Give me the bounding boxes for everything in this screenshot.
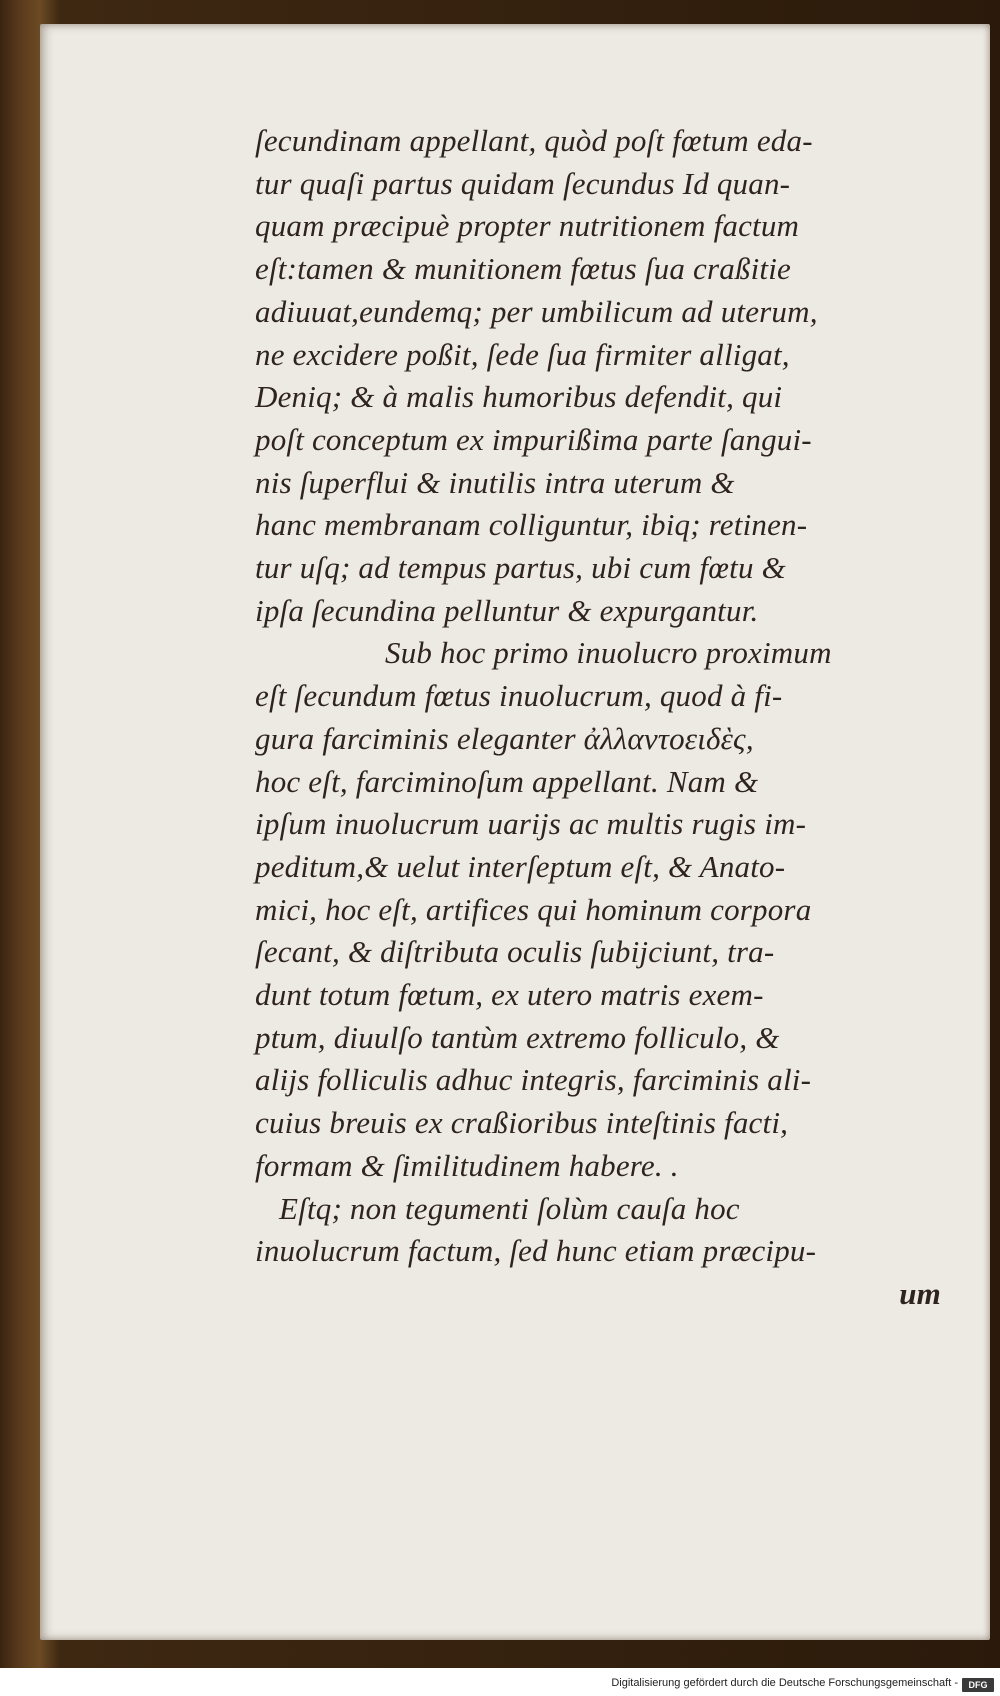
text-line: ipſum inuolucrum uarijs ac multis rugis im- xyxy=(255,806,807,842)
text-line: nis ſuperflui & inutilis intra uterum & xyxy=(255,464,735,500)
text-line: tur quaſi partus quidam ſecundus Id quan- xyxy=(255,165,791,201)
text-line: ne excidere poßit, ſede ſua firmiter alligat, xyxy=(255,336,790,372)
text-line: mici, hoc eſt, artifices qui hominum corpora xyxy=(255,891,812,927)
text-line: ipſa ſecundina pelluntur & expurgantur. xyxy=(255,592,759,628)
text-line: Deniq; & à malis humoribus defendit, qui xyxy=(255,379,783,415)
paragraph-start-line: Eſtq; non tegumenti ſolùm cauſa hoc xyxy=(279,1190,740,1226)
paragraph-start-line: Sub hoc primo inuolucro proximum xyxy=(385,635,832,671)
text-line: tur uſq; ad tempus partus, ubi cum fœtu & xyxy=(255,550,786,586)
text-line: cuius breuis ex craßioribus inteſtinis facti, xyxy=(255,1105,789,1141)
dfg-logo: DFG xyxy=(962,1678,994,1692)
text-line: eſt ſecundum fœtus inuolucrum, quod à fi- xyxy=(255,678,783,714)
text-line: peditum,& uelut interſeptum eſt, & Anato- xyxy=(255,848,786,884)
text-line: eſt:tamen & munitionem fœtus ſua craßitie xyxy=(255,251,792,287)
text-line: ſecundinam appellant, quòd poſt fœtum eda- xyxy=(255,123,813,158)
page-text xyxy=(255,120,945,1316)
text-line: hoc eſt, farciminoſum appellant. Nam & xyxy=(255,763,759,799)
text-line: formam & ſimilitudinem habere. . xyxy=(255,1147,679,1183)
catchword: um xyxy=(899,1275,941,1311)
text-line: quam præcipuè propter nutritionem factum xyxy=(255,208,800,244)
footer-credit: Digitalisierung gefördert durch die Deutsche Forschungsgemeinschaft - xyxy=(611,1677,958,1689)
text-line: ptum, diuulſo tantùm extremo folliculo, & xyxy=(255,1019,780,1055)
footer xyxy=(0,1676,1000,1696)
text-line: ſecant, & diſtributa oculis ſubijciunt, tra- xyxy=(255,934,775,970)
text-line: alijs folliculis adhuc integris, farciminis ali- xyxy=(255,1062,812,1098)
text-line: hanc membranam colliguntur, ibiq; retinen- xyxy=(255,507,808,543)
text-line: gura farciminis eleganter ἀλλαντοειδὲς, xyxy=(255,720,754,756)
text-line: inuolucrum factum, ſed hunc etiam præcipu- xyxy=(255,1233,817,1269)
text-line: dunt totum fœtum, ex utero matris exem- xyxy=(255,977,764,1013)
text-line: adiuuat,eundemq; per umbilicum ad uterum, xyxy=(255,293,818,329)
text-line: poſt conceptum ex impurißima parte ſangui- xyxy=(255,421,812,457)
